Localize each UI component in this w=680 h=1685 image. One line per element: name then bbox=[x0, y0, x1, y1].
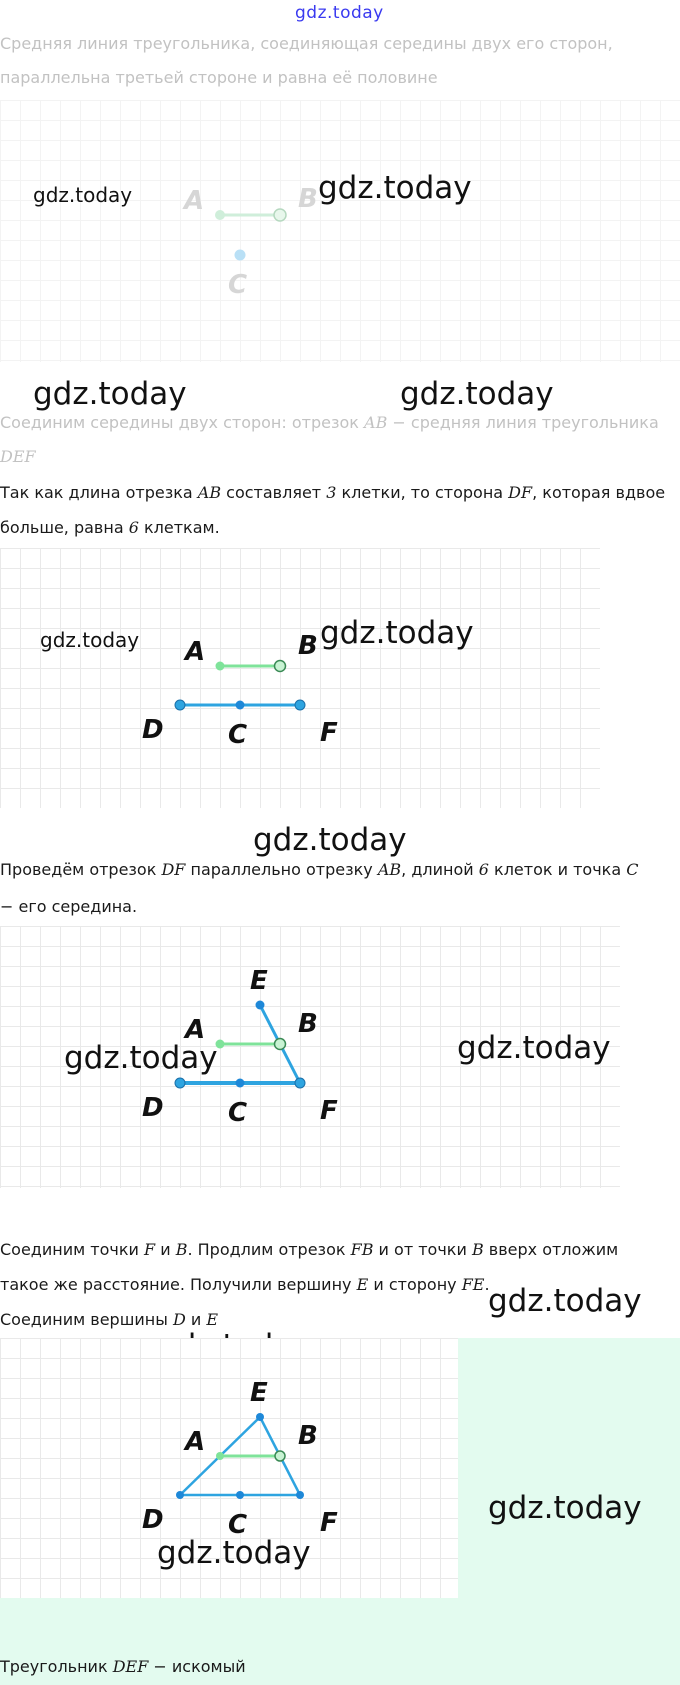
label-b: B bbox=[298, 184, 318, 214]
watermark: gdz.today bbox=[253, 822, 407, 858]
point-c bbox=[236, 1491, 244, 1499]
label-f: F bbox=[320, 1508, 338, 1538]
figure-2 bbox=[0, 548, 600, 808]
step-2-line-2: больше, равна 6 клеткам. bbox=[0, 518, 220, 537]
point-b bbox=[274, 209, 286, 221]
step-4-line-3: Соединим вершины D и E bbox=[0, 1310, 219, 1329]
step-1-line-1: Соединим середины двух сторон: отрезок AB − средняя линия треугольника bbox=[0, 413, 659, 432]
point-a bbox=[216, 662, 225, 671]
watermark: gdz.today bbox=[157, 1535, 311, 1571]
label-b: B bbox=[298, 631, 318, 661]
step-3-line-2: − его середина. bbox=[0, 897, 138, 916]
label-c: C bbox=[228, 1510, 248, 1540]
watermark: gdz.today bbox=[400, 376, 554, 412]
label-a: A bbox=[185, 1427, 206, 1457]
watermark: gdz.today bbox=[488, 1283, 642, 1319]
top-watermark: gdz.today bbox=[295, 3, 384, 23]
point-e bbox=[256, 1001, 265, 1010]
label-f: F bbox=[320, 718, 338, 748]
point-e bbox=[256, 1413, 264, 1421]
watermark: gdz.today bbox=[40, 628, 140, 652]
intro-line-1: Средняя линия треугольника, соединяющая середины двух его сторон, bbox=[0, 34, 613, 53]
point-a bbox=[215, 210, 225, 220]
label-e: E bbox=[250, 1378, 268, 1408]
label-d: D bbox=[142, 715, 164, 745]
watermark: gdz.today bbox=[320, 615, 474, 651]
label-c: C bbox=[228, 270, 248, 300]
point-d bbox=[175, 700, 185, 710]
intro-line-2: параллельна третьей стороне и равна её половине bbox=[0, 68, 438, 87]
label-c: C bbox=[228, 720, 248, 750]
label-a: A bbox=[185, 637, 206, 667]
watermark: gdz.today bbox=[318, 170, 472, 206]
point-c bbox=[236, 701, 245, 710]
point-c bbox=[236, 1079, 245, 1088]
point-d bbox=[176, 1491, 184, 1499]
point-d bbox=[175, 1078, 185, 1088]
label-f: F bbox=[320, 1096, 338, 1126]
step-4-line-2: такое же расстояние. Получили вершину E и сторону FE. bbox=[0, 1275, 490, 1294]
label-b: B bbox=[298, 1009, 318, 1039]
answer-panel-side bbox=[458, 1338, 680, 1600]
step-2-line-1: Так как длина отрезка AB составляет 3 клетки, то сторона DF, которая вдвое bbox=[0, 483, 666, 502]
watermark: gdz.today bbox=[488, 1490, 642, 1526]
point-b bbox=[275, 1039, 286, 1050]
point-f bbox=[295, 700, 305, 710]
watermark: gdz.today bbox=[64, 1040, 218, 1076]
watermark: gdz.today bbox=[33, 183, 133, 207]
point-f bbox=[296, 1491, 304, 1499]
point-b bbox=[275, 661, 286, 672]
point-c bbox=[235, 250, 246, 261]
label-d: D bbox=[142, 1505, 164, 1535]
watermark: gdz.today bbox=[457, 1030, 611, 1066]
point-f bbox=[295, 1078, 305, 1088]
figure-1 bbox=[0, 100, 680, 362]
step-3-line-1: Проведём отрезок DF параллельно отрезку AB, длиной 6 клеток и точка C bbox=[0, 860, 639, 879]
step-1-line-2: DEF bbox=[0, 447, 36, 466]
label-a: A bbox=[184, 186, 205, 216]
step-4-line-1: Соединим точки F и B. Продлим отрезок FB и от точки B вверх отложим bbox=[0, 1240, 619, 1259]
answer-line: Треугольник DEF − искомый bbox=[0, 1657, 246, 1676]
label-c: C bbox=[228, 1098, 248, 1128]
label-d: D bbox=[142, 1093, 164, 1123]
label-e: E bbox=[250, 966, 268, 996]
label-b: B bbox=[298, 1421, 318, 1451]
watermark: gdz.today bbox=[33, 376, 187, 412]
point-a bbox=[216, 1452, 224, 1460]
label-a: A bbox=[185, 1015, 206, 1045]
point-b bbox=[275, 1451, 285, 1461]
